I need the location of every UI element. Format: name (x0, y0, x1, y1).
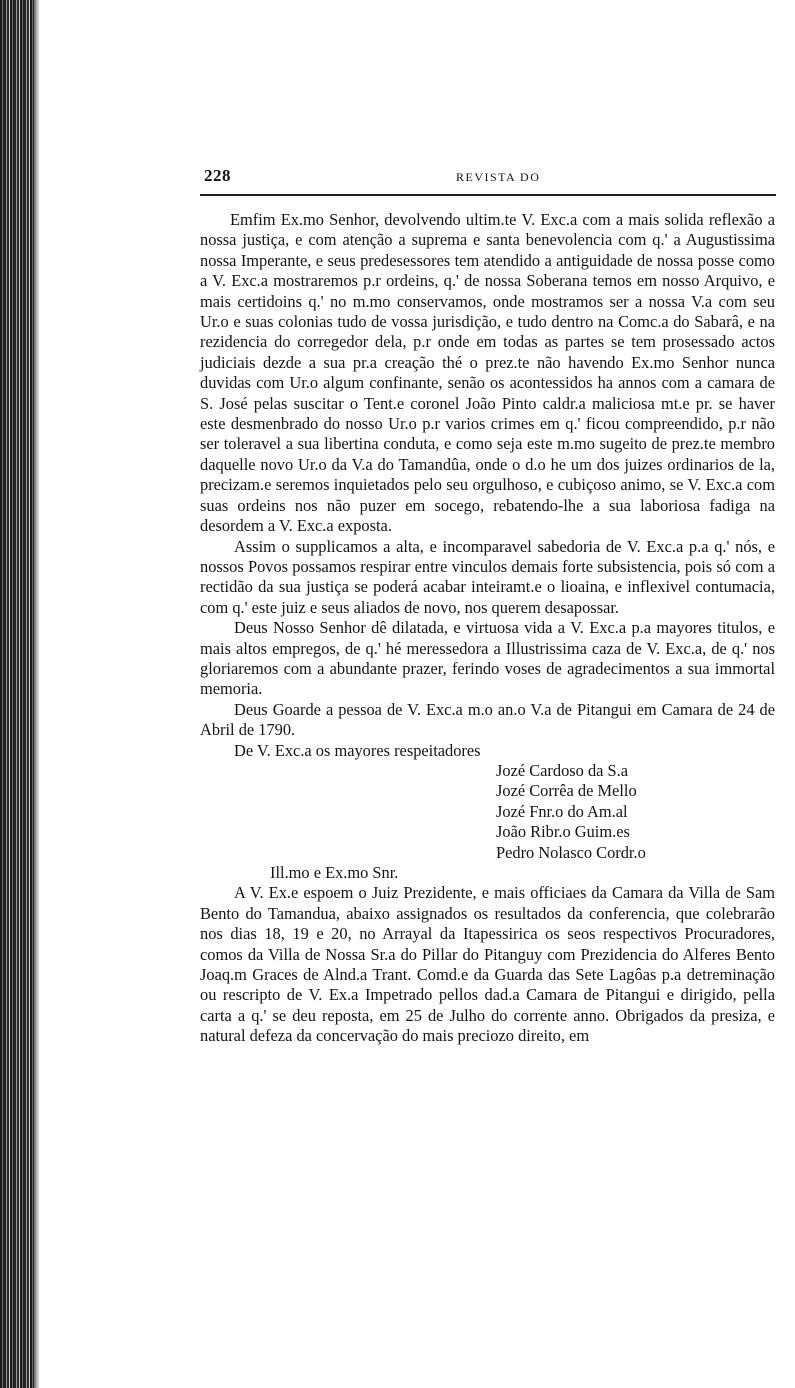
signature-line: Pedro Nolasco Cordr.o (496, 842, 646, 862)
page-header (204, 166, 776, 192)
signature-line: Jozé Fnr.o do Am.al (496, 801, 628, 821)
paragraph: Deus Nosso Senhor dê dilatada, e virtuosa vida a V. Exc.a p.a mayores titulos, e mais altos empregos, de q.' hé meressedora a Illustrissima caza de V. Exc.a, de q.' nos gloriaremos com a abundante prazer, ferindo voses de agradecimentos a sua immortal memoria. (200, 618, 775, 699)
running-head: REVISTA DO (456, 170, 541, 184)
book-binding-edge (0, 0, 34, 1388)
page-body (200, 210, 775, 1047)
closing-formula: De V. Exc.a os mayores respeitadores (234, 740, 481, 760)
paragraph: Assim o supplicamos a alta, e incomparavel sabedoria de V. Exc.a p.a q.' nós, e nossos Povos possamos respirar entre vinculos demais forte subsistencia, pois só com a rectidão da sua justiça se poderá acabar inteiramt.e o lioaina, e inflexivel contumacia, com q.' este juiz e seus aliados de novo, nos querem desapossar. (200, 536, 775, 617)
paragraph: Deus Goarde a pessoa de V. Exc.a m.o an.o V.a de Pitangui em Camara de 24 de Abril de 1790. (200, 699, 775, 740)
signature-block (496, 761, 775, 863)
paragraph: A V. Ex.e espoem o Juiz Prezidente, e mais officiaes da Camara da Villa de Sam Bento do Tamandua, abaixo assignados os resultados da conferencia, que colebrarão nos dias 18, 19 e 20, no Arrayal da Itapessirica os seos respectivos Procuradores, comos da Villa de Nossa Sr.a do Pillar do Pitanguy com Prezidencia do Alferes Bento Joaq.m Graces de Alnd.a Trant. Comd.e da Guarda das Sete Lagôas p.a detreminação ou rescripto de V. Ex.a Impetrado pellos dad.a Camara de Pitangui e dirigido, pella carta a q.' se deu reposta, em 25 de Julho do corrente anno. Obrigados da presiza, e natural defeza da concervação do mais preciozo direito, em (200, 883, 775, 1046)
signature-line: Jozé Corrêa de Mello (496, 781, 637, 801)
salutation: Ill.mo e Ex.mo Snr. (270, 863, 399, 882)
signature-line: Jozé Cardoso da S.a (496, 760, 629, 780)
page-number: 228 (204, 166, 231, 185)
paragraph: Emfim Ex.mo Senhor, devolvendo ultim.te V. Exc.a com a mais solida reflexão a nossa justiça, e com atenção a suprema e santa benevolencia com q.' a Augustissima nossa Imperante, e seus predesessores tem atendido a antiguidade de nossa posse como a V. Exc.a mostraremos p.r ordeins, q.' de nossa Soberana temos em nosso Arquivo, e mais certidoins q.' no m.mo conservamos, onde mostramos ser a nossa V.a com seu Ur.o e suas colonias tudo de vossa jurisdição, e tudo dentro na Comc.a do Sabarâ, e na rezidencia do corregedor dela, p.r onde em todas as partes se tem prosessado actos judiciais dezde a sua pr.a creação thé o prez.te não havendo Ex.mo Senhor nunca duvidas com Ur.o algum confinante, senão os acontessidos ha annos com a camara de S. José pelas suscitar o Tent.e coronel João Pinto caldr.a maliciosa mt.e pr. se haver este desmenbrado do nosso Ur.o p.r varios crimes em q.' ficou compreendido, p.r não ser toleravel a sua libertina conduta, e como seja este m.mo sugeito de prez.te membro daquelle novo Ur.o da V.a do Tamandûa, onde o d.o he um dos juizes ordinarios de la, precizam.e seremos inquietados pelo seu orgulhoso, e cubiçoso animo, se V. Exc.a com suas ordeins nos não puzer em socego, rebatendo-lhe a sua laboriosa fadiga na desordem a V. Exc.a exposta. (200, 210, 775, 536)
signature-line: João Ribr.o Guim.es (496, 822, 630, 842)
header-rule (200, 194, 776, 196)
